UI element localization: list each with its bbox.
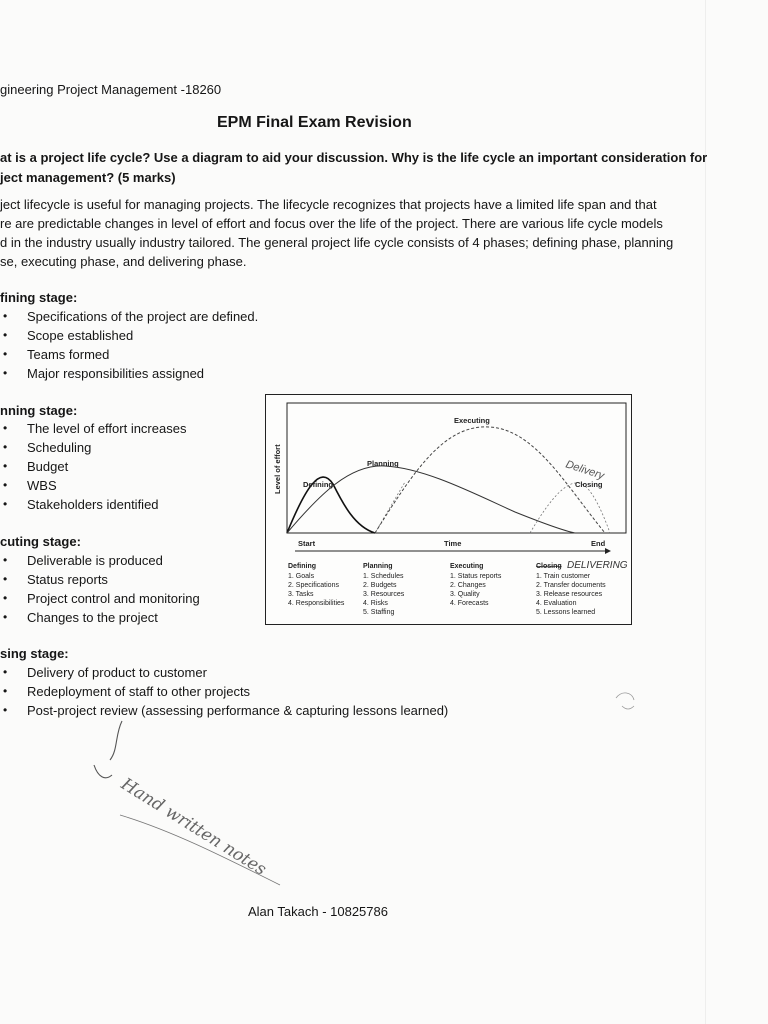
list-item: 4. Evaluation xyxy=(536,600,577,607)
scan-line xyxy=(705,0,706,1024)
list-item: 2. Specifications xyxy=(288,582,339,589)
list-item: 1. Goals xyxy=(288,573,315,580)
bullet-icon: • xyxy=(3,459,8,473)
bullet-icon: • xyxy=(3,610,8,624)
list-item: 1. Train customer xyxy=(536,573,591,580)
bullet-icon: • xyxy=(3,665,8,679)
stage-heading-closing: sing stage: xyxy=(0,646,69,661)
bullet-icon: • xyxy=(3,703,8,717)
curve-label-executing: Executing xyxy=(454,416,490,425)
axis-start: Start xyxy=(298,539,316,548)
list-item: • Redeployment of staff to other projects xyxy=(3,684,251,699)
list-item: • Scheduling xyxy=(3,440,92,455)
list-item: 3. Quality xyxy=(450,591,480,598)
list-item: 4. Risks xyxy=(363,600,388,607)
list-item: • Teams formed xyxy=(3,347,110,362)
list-item: 3. Resources xyxy=(363,591,405,598)
handwritten-annotation xyxy=(80,715,310,895)
list-item: • Post-project review (assessing performance & capturing lessons learned) xyxy=(3,703,449,718)
margin-mark-icon xyxy=(612,688,642,718)
bullet-icon: • xyxy=(3,347,8,361)
list-item: 1. Status reports xyxy=(450,573,502,580)
bullet-icon: • xyxy=(3,553,8,567)
list-item: 2. Changes xyxy=(450,582,486,589)
list-item: 5. Lessons learned xyxy=(536,609,596,616)
list-item: 5. Staffing xyxy=(363,609,395,616)
list-item: • Stakeholders identified xyxy=(3,497,159,512)
bullet-icon: • xyxy=(3,440,8,454)
axis-time: Time xyxy=(444,539,462,548)
column-heading: Closing xyxy=(536,563,562,570)
y-axis-label: Level of effort xyxy=(273,444,282,494)
life-cycle-diagram xyxy=(265,394,632,625)
bullet-icon: • xyxy=(3,572,8,586)
author: Alan Takach - 10825786 xyxy=(248,904,388,919)
bullet-icon: • xyxy=(3,478,8,492)
handwritten-note: Hand written notes xyxy=(117,774,270,880)
bullet-icon: • xyxy=(3,421,8,435)
page-title: EPM Final Exam Revision xyxy=(217,114,412,131)
list-item: 3. Release resources xyxy=(536,591,603,598)
stage-list-defining xyxy=(3,309,259,385)
handwritten-delivering-bottom: DELIVERING xyxy=(567,560,628,571)
bullet-icon: • xyxy=(3,684,8,698)
intro-line-3: d in the industry usually industry tailored. The general project life cycle consists of 4 phases; defining phase, planning xyxy=(0,235,674,250)
list-item: • Specifications of the project are defined. xyxy=(3,309,259,324)
course-code: gineering Project Management -18260 xyxy=(0,82,222,97)
list-item: 3. Tasks xyxy=(288,591,314,598)
question-line-1: at is a project life cycle? Use a diagram to aid your discussion. Why is the life cycle an important consideration for xyxy=(0,150,708,165)
column-heading: Planning xyxy=(363,563,393,570)
list-item: • Major responsibilities assigned xyxy=(3,366,205,381)
curve-label-planning: Planning xyxy=(367,459,399,468)
stage-heading-executing: cuting stage: xyxy=(0,534,81,549)
curve-label-closing: Closing xyxy=(575,480,603,489)
list-item: 4. Forecasts xyxy=(450,600,489,607)
bullet-icon: • xyxy=(3,309,8,323)
list-item: • Delivery of product to customer xyxy=(3,665,207,680)
stage-list-closing xyxy=(3,665,449,722)
axis-end: End xyxy=(591,539,606,548)
stage-heading-defining: fining stage: xyxy=(0,290,78,305)
intro-line-2: re are predictable changes in level of effort and focus over the life of the project. There are various life cycle models xyxy=(0,216,663,231)
list-item: 4. Responsibilities xyxy=(288,600,345,607)
handwritten-delivering-top: Delivery xyxy=(564,458,606,483)
question-line-2: ject management? (5 marks) xyxy=(0,170,176,185)
list-item: • WBS xyxy=(3,478,57,493)
column-heading: Defining xyxy=(288,563,316,570)
bullet-icon: • xyxy=(3,328,8,342)
list-item: • Deliverable is produced xyxy=(3,553,163,568)
bullet-icon: • xyxy=(3,591,8,605)
list-item: 2. Transfer documents xyxy=(536,582,606,589)
list-item: • Scope established xyxy=(3,328,134,343)
intro-line-4: se, executing phase, and delivering phase. xyxy=(0,254,247,269)
list-item: 2. Budgets xyxy=(363,582,397,589)
intro-line-1: ject lifecycle is useful for managing projects. The lifecycle recognizes that projects have a limited life span and that xyxy=(0,197,657,212)
list-item: 1. Schedules xyxy=(363,573,404,580)
stage-heading-planning: nning stage: xyxy=(0,403,78,418)
column-heading: Executing xyxy=(450,563,484,570)
curve-label-defining: Defining xyxy=(303,480,333,489)
bullet-icon: • xyxy=(3,497,8,511)
bullet-icon: • xyxy=(3,366,8,380)
list-item: • Changes to the project xyxy=(3,610,158,625)
list-item: • The level of effort increases xyxy=(3,421,187,436)
list-item: • Project control and monitoring xyxy=(3,591,200,606)
list-item: • Budget xyxy=(3,459,69,474)
list-item: • Status reports xyxy=(3,572,108,587)
stage-list-planning xyxy=(3,421,187,516)
stage-list-executing xyxy=(3,553,200,629)
